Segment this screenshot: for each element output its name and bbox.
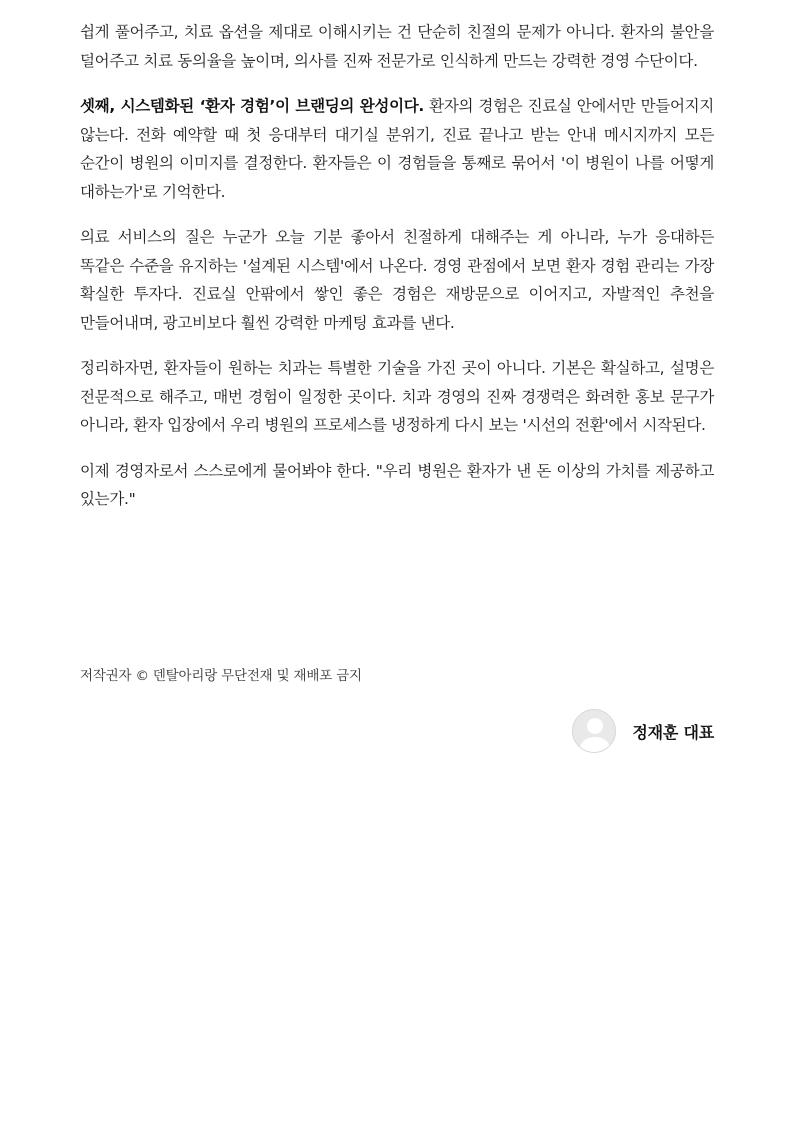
- paragraph-text: 환자의 경험은 진료실 안에서만 만들어지지 않는다. 전화 예약할 때 첫 응대부터 대기실 분위기, 진료 끝나고 받는 안내 메시지까지 모든 순간이 병원의 이미지를 결정한다. 환자들은 이 경험들을 통째로 묶어서 '이 병원이 나를 어떻게 대하는가'로 기억한다.: [80, 97, 714, 201]
- paragraph-text: 정리하자면, 환자들이 원하는 치과는 특별한 기술을 가진 곳이 아니다. 기본은 확실하고, 설명은 전문적으로 해주고, 매번 경험이 일정한 곳이다. 치과 경영의 진짜 경쟁력은 화려한 홍보 문구가 아니라, 환자 입장에서 우리 병원의 프로세스를 냉정하게 다시 보는 '시선의 전환'에서 시작된다.: [80, 359, 714, 434]
- article-paragraph: [80, 92, 714, 206]
- author-byline[interactable]: [572, 708, 714, 754]
- avatar[interactable]: [572, 709, 616, 753]
- paragraph-text: 이제 경영자로서 스스로에게 물어봐야 한다. "우리 병원은 환자가 낸 돈 이상의 가치를 제공하고 있는가.": [80, 461, 714, 508]
- paragraph-lead-heading: 셋째, 시스템화된 ‘환자 경험’이 브랜딩의 완성이다.: [80, 97, 425, 115]
- paragraph-text: 의료 서비스의 질은 누군가 오늘 기분 좋아서 친절하게 대해주는 게 아니라, 누가 응대하든 똑같은 수준을 유지하는 '설계된 시스템'에서 나온다. 경영 관점에서 보면 환자 경험 관리는 가장 확실한 투자다. 진료실 안팎에서 쌓인 좋은 경험은 재방문으로 이어지고, 자발적인 추천을 만들어내며, 광고비보다 훨씬 강력한 마케팅 효과를 낸다.: [80, 228, 714, 332]
- article-paragraph: [80, 223, 714, 337]
- copyright-notice: 저작권자 © 덴탈아리랑 무단전재 및 재배포 금지: [80, 668, 362, 684]
- article-paragraph: [80, 18, 714, 75]
- article-paragraph: [80, 457, 714, 514]
- author-name[interactable]: 정재훈 대표: [632, 722, 714, 742]
- article-body: [80, 18, 714, 531]
- article-paragraph: [80, 354, 714, 440]
- paragraph-text: 쉽게 풀어주고, 치료 옵션을 제대로 이해시키는 건 단순히 친절의 문제가 아니다. 환자의 불안을 덜어주고 치료 동의율을 높이며, 의사를 진짜 전문가로 인식하게 만드는 강력한 경영 수단이다.: [80, 23, 714, 70]
- user-silhouette-icon: [573, 710, 616, 753]
